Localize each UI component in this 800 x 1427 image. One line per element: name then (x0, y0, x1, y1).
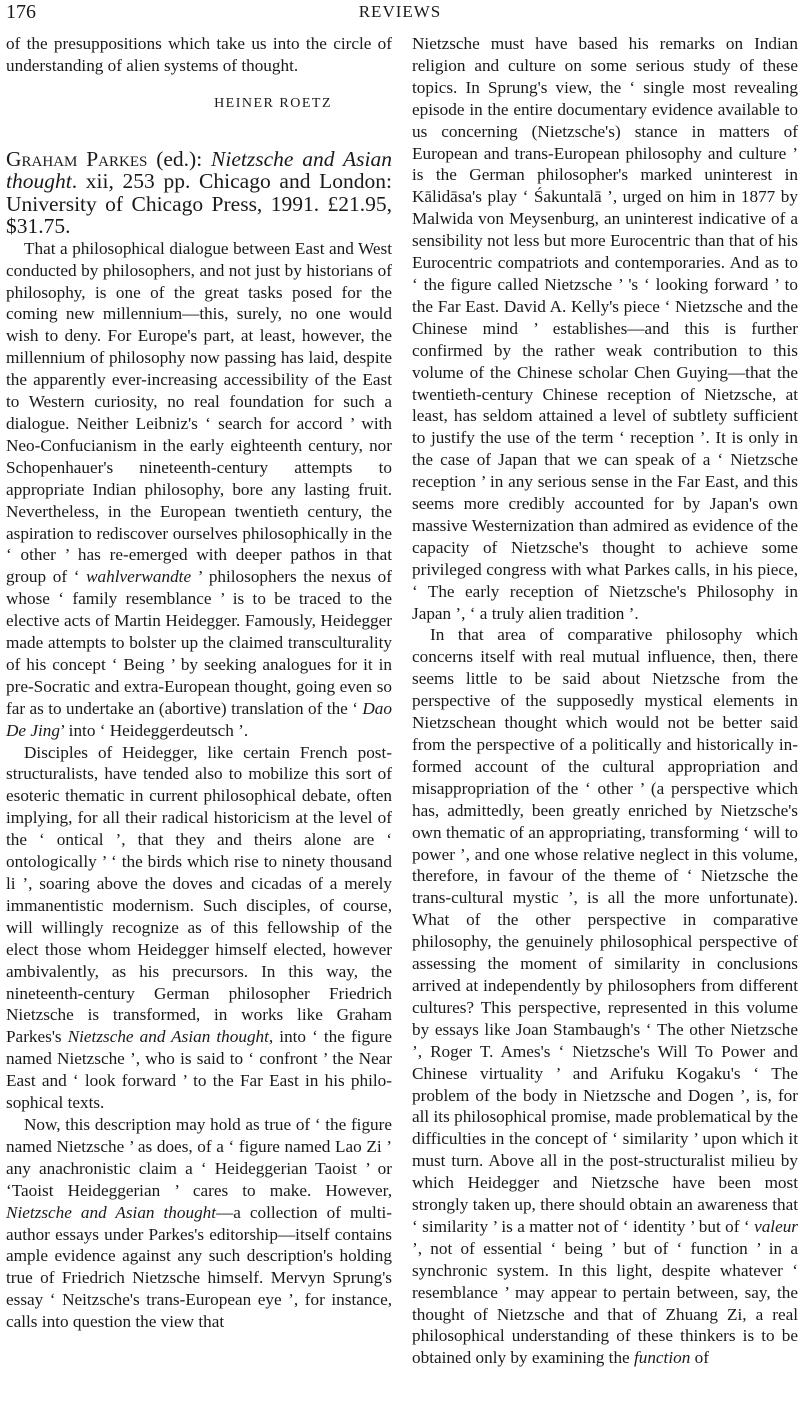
book-title: Nietzsche and Asian thought (6, 146, 392, 194)
page-header (6, 0, 794, 24)
publication-details: . xii, 253 pp. Chicago and London: University of Chicago Press, 1991. £21.95, $31.75. (6, 169, 392, 239)
review-author: Graham Parkes (6, 146, 148, 171)
paragraph: In that area of comparative philosophy which concerns itself with real mutual influence, then, there seems little to be said about Nietzsche from the perspective of the supposedly mystical elements in Nietzschean thought which would not be better said from the perspective of a politically and historically informed account of the cultural appropriation and misappropriation of the ‘ other ’ (a perspective which has, admittedly, been greatly enriched by Nietzsche's own thematic of an appropriating, transforming ‘ will to power ’, and one whose relative neglect in this volume, therefore, in favour of the theme of ‘ Nietzsche the trans-cultural mystic ’, is all the more unfortunate). What of the other perspective in comparative philosophy, the genuinely philosophical perspective of assessing the moment of similarity in conclusions arrived at independently by philosophers from different cultures? This perspective, represented in this volume by essays like Joan Stambaugh's ‘ The other Nietzsche ’, Roger T. Ames's ‘ Nietzsche's Will To Power and Chinese virtuality ’ and Arifuku Kogaku's ‘ The problem of the body in Nietzsche and Dogen ’, is, for all its philosophical promise, made problematical by the difficulties in the concept of ‘ similarity ’ upon which it must turn. Above all in the post-structuralist milieu by which Heidegger and Nietzsche have been most strongly taken up, there should obtain an awareness that ‘ similarity ’ is a matter not of ‘ identity ’ but of ‘ valeur ’, not of essential ‘ being ’ but of ‘ function ’ in a synchronic system. In this light, despite whatever ‘ resemblance ’ may appear to pertain between, say, the thought of Nietzsche and that of Zhuang Zi, a real philosophical understanding of these thinkers is to be obtained only by examining the function of (412, 625, 798, 1368)
previous-review-ending: of the presuppositions which take us into the circle of understanding of alien systems of thought. (6, 34, 392, 75)
paragraph: Now, this description may hold as true of ‘ the figure named Nietzsche ’ as does, of a ‘ figure named Lao Zi ’ any anachronistic claim a ‘ Heideggerian Taoist ’ or ‘Taoist Heideggerian ’ cares to make. However, Nietzsche and Asian thought—a collection of multi-author essays under Parkes's editorship—itself contains ample evidence against any such description's holding true of Friedrich Nietzsche himself. Mervyn Sprung's essay ‘ Neitzsche's trans-European eye ’, for instance, calls into question the view that (6, 1114, 392, 1332)
previous-reviewer-signature: HEINER ROETZ (214, 95, 332, 111)
paragraph: Nietzsche must have based his remarks on Indian religion and culture on some serious study of these topics. In Sprung's view, the ‘ single most revealing episode in the entire documentary evidence available to us concerning (Nietzsche's) stance in matters of European and trans-European philosophy and culture ’ is the German philosopher's marked uninterest in Kālidāsa's play ‘ Śakuntalā ’, urged on him in 1877 by Malwida von Meysenburg, an uninterest indicative of a sensibility not less but more Eurocentric than that of his Eurocentric compatriots and contemporaries. And as to ‘ the figure called Nietzsche ’ 's ‘ looking forward ’ to the Far East. David A. Kelly's piece ‘ Nietzsche and the Chinese mind ’ establishes—and this is further confirmed by the rather weak contribution to this volume of the Chinese scholar Chen Guying—that the twentieth-century Chinese reception of Nietzsche, at least, has seldom attained a level of subtlety sufficient to justify the use of the term ‘ reception ’. It is only in the case of Japan that we can speak of a ‘ Nietzsche reception ’ in any serious sense in the Far East, and this seems more credibly accounted for by Japan's own massive Westernization than admired as evidence of the capacity of Nietzsche's thought to achieve some privileged congress with what Parkes calls, in his piece, ‘ The early reception of Nietzsche's Philosophy in Japan ’, ‘ a truly alien tradition ’. (412, 34, 798, 623)
running-head: REVIEWS (358, 2, 442, 21)
review-title: Graham Parkes (ed.): Nietzsche and Asian thought. xii, 253 pp. Chicago and London: University of Chicago Press, 1991. £21.95, $31.75. (6, 146, 392, 239)
paragraph: That a philosophical dialogue between East and West conducted by philosophers, and not just by historians of philosophy, is one of the great tasks posed for the coming new millennium—this, surely, no one would wish to deny. For Europe's part, at least, however, the millennium of philosophy now passing has laid, despite the apparently ever-increasing accessibility of the East to Western curiosity, no real foundation for such a dialogue. Neither Leibniz's ‘ search for accord ’ with Neo-Confucianism in the early eighteenth century, nor Schopenhauer's nineteenth-century attempts to appropriate Indian philosophy, bore any lasting fruit. Nevertheless, in the European twentieth century, the aspiration to rediscover ourselves philosophically in the ‘ other ’ has re-emerged with deeper pathos in that group of ‘ wahlverwandte ’ philosophers the nexus of whose ‘ family resemblance ’ is to be traced to the elective acts of Martin Heidegger. Famously, Heidegger made attempts to bolster up the claimed transculturality of his concept ‘ Being ’ by seeking analogues for it in pre-Socratic and extra-European thought, going even so far as to undertake an (abortive) translation of the ‘ Dao De Jing’ into ‘ Heideggerdeutsch ’. (6, 238, 392, 740)
page-number: 176 (6, 1, 36, 23)
paragraph: Disciples of Heidegger, like certain French post-structuralists, have tended also to mobilize this sort of esoteric thematic in current philosophical debate, often implying, for all their radical historicism at the level of the ‘ ontical ’, that they and theirs alone are ‘ ontologically ’ ‘ the birds which rise to ninety thousand li ’, soaring above the doves and cicadas of a merely immanentistic modernism. Such disciples, of course, will willingly recognize as of this fellowship of the elect those whom Heidegger himself elected, however ambivalently, as his precursors. In this way, the nineteenth-century German philosopher Friedrich Nietzsche is transformed, in works like Graham Parkes's Nietzsche and Asian thought, into ‘ the figure named Nietzsche ’, who is said to ‘ confront ’ the Near East and ‘ look forward ’ to the Far East in his philosophical texts. (6, 742, 393, 1113)
right-column (412, 33, 798, 1369)
left-column (6, 33, 392, 1333)
